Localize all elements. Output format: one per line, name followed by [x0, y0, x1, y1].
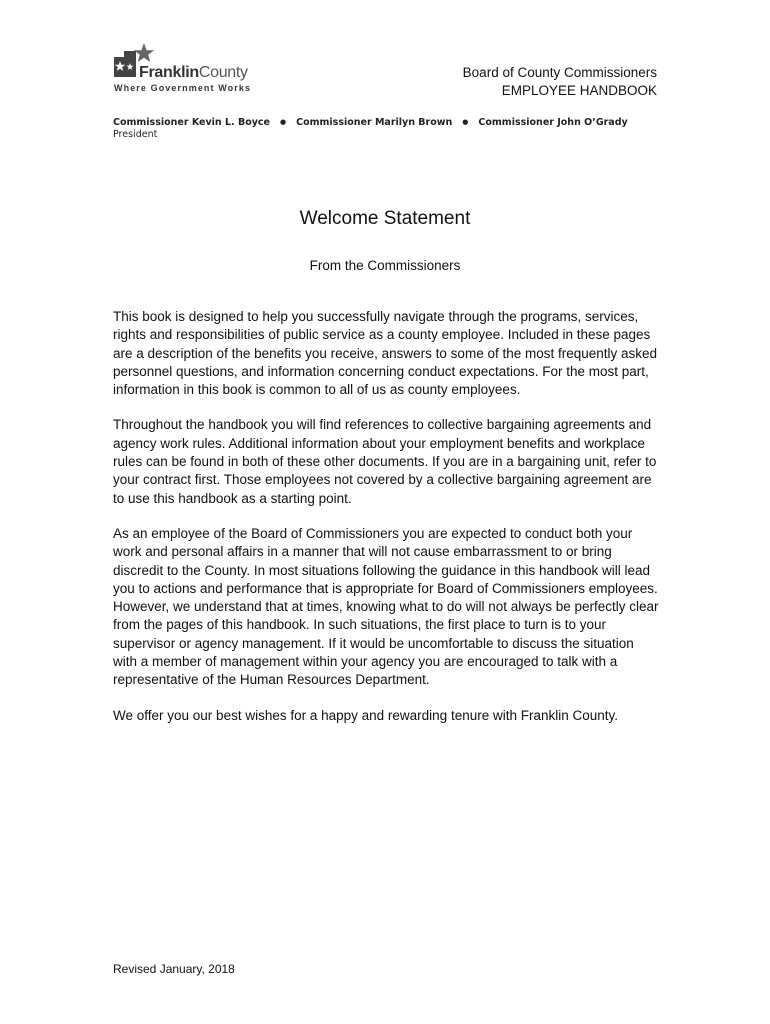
body-text [113, 308, 661, 742]
commissioner-name: Commissioner Kevin L. Boyce [113, 117, 271, 128]
document-header [463, 64, 657, 100]
paragraph: This book is designed to help you successfully navigate through the programs, services, rights and responsibilities of public service as a county employee. Included in these pages are a description of the benefits you receive, answers to some of the most frequently asked personnel questions, and information concerning conduct expectations. For the most part, information in this book is common to all of us as county employees. [113, 309, 658, 398]
paragraph: Throughout the handbook you will find references to collective bargaining agreements and agency work rules. Additional information about your employment benefits and workplace rules can be found in both of these other documents. If you are in a bargaining unit, refer to your contract first. Those employees not covered by a collective bargaining agreement are to use this handbook as a starting point. [113, 417, 657, 506]
paragraph: We offer you our best wishes for a happy and rewarding tenure with Franklin County. [113, 707, 619, 723]
header-handbook-title: EMPLOYEE HANDBOOK [501, 83, 657, 98]
page-title: Welcome Statement [299, 208, 471, 229]
commissioner-name: Commissioner John O’Grady [478, 117, 628, 128]
commissioners-list [113, 117, 628, 128]
page-subtitle: From the Commissioners [309, 258, 461, 273]
bullet-separator: ● [280, 118, 287, 126]
logo-wordmark: FranklinCounty [139, 64, 248, 81]
header-board-title: Board of County Commissioners [462, 65, 657, 80]
logo-tagline: Where Government Works [114, 83, 252, 93]
commissioner-name: Commissioner Marilyn Brown [296, 117, 453, 128]
bullet-separator: ● [462, 118, 469, 126]
paragraph: As an employee of the Board of Commissioners you are expected to conduct both your work and personal affairs in a manner that will not cause embarrassment to or bring discredit to the County. In most situations following the guidance in this handbook will lead you to actions and performance that is appropriate for Board of Commissioners employees. However, we understand that at times, knowing what to do will not always be perfectly clear from the pages of this handbook. In such situations, the first place to turn is to your supervisor or agency management. If it would be uncomfortable to discuss the situation with a member of management within your agency you are encouraged to talk with a representative of the Human Resources Department. [113, 525, 659, 688]
franklin-county-logo [112, 42, 262, 98]
revision-footer: Revised January, 2018 [113, 962, 235, 976]
president-label: President [113, 129, 158, 140]
